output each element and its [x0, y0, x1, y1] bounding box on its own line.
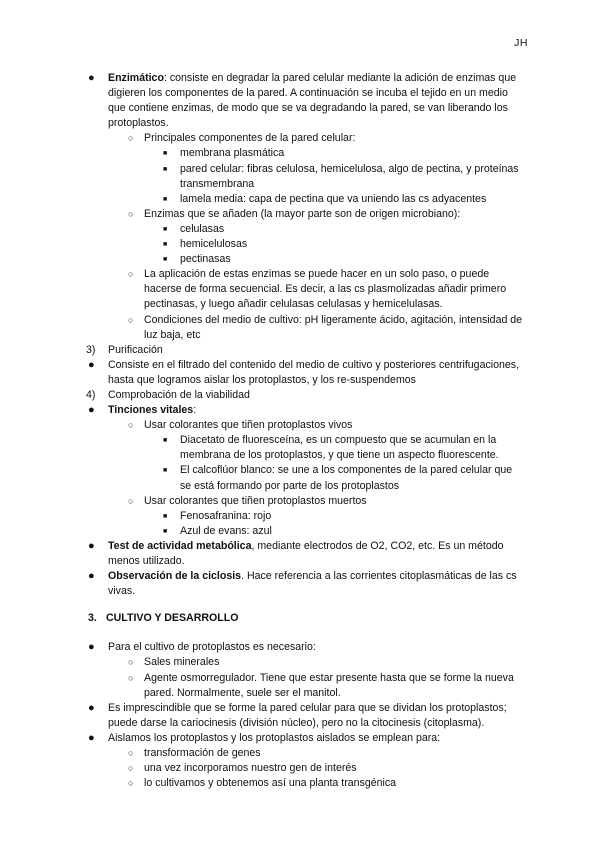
term-ciclosis: Observación de la ciclosis	[108, 570, 242, 583]
list-item	[86, 524, 526, 539]
item-text: transformación de genes	[144, 747, 261, 760]
list-item	[86, 746, 526, 761]
bullet-square-icon: ■	[163, 150, 168, 158]
bullet-disc-icon: ●	[88, 731, 95, 744]
aplicacion-text: La aplicación de estas enzimas se puede hacer en un solo paso, o puede hacerse de forma secuencial. Es decir, a las cs plasmolizadas añadir primero pectinasas, y luego añadir celulasas celulasas y hemicelulasas.	[144, 268, 507, 311]
enzimas-label: Enzimas que se añaden (la mayor parte son de origen microbiano):	[144, 207, 461, 220]
bullet-circle-icon: ○	[128, 133, 134, 144]
necesario-label: Para el cultivo de protoplastos es necesario:	[108, 641, 316, 654]
bullet-disc-icon: ●	[88, 701, 95, 714]
list-item	[86, 776, 526, 791]
item-text: membrana plasmática	[180, 147, 285, 160]
list-item	[86, 509, 526, 524]
item-text: hemicelulosas	[180, 238, 248, 251]
bullet-test	[86, 539, 526, 569]
section-number: 3.	[88, 612, 97, 625]
item-text: Azul de evans: azul	[180, 524, 272, 537]
comprobacion-label: Comprobación de la viabilidad	[108, 388, 250, 401]
bullet-disc-icon: ●	[88, 570, 95, 583]
filtrado-text: Consiste en el filtrado del contenido del medio de cultivo y posteriores centrifugaciones, hasta que logramos aislar los protoplastos, y los re-suspendemos	[108, 358, 520, 386]
numbered-comprobacion	[86, 388, 526, 403]
numbered-purificacion	[86, 343, 526, 358]
list-item	[86, 433, 526, 463]
item-text: Sales minerales	[144, 656, 220, 669]
text-test: , mediante electrodos de O2, CO2, etc. Es un método menos utilizado.	[108, 539, 504, 567]
bullet-disc-icon: ●	[88, 641, 95, 654]
term-tinciones: Tinciones vitales	[108, 404, 194, 417]
list-item	[86, 463, 526, 493]
bullet-necesario	[86, 640, 526, 655]
bullet-square-icon: ■	[163, 512, 168, 520]
term-test: Test de actividad metabólica	[108, 539, 252, 552]
bullet-disc-icon: ●	[88, 72, 95, 84]
item-number: 4)	[86, 388, 96, 401]
item-text: lamela media: capa de pectina que va uniendo las cs adyacentes	[180, 192, 487, 205]
bullet-circle-icon: ○	[128, 495, 134, 506]
subbullet-muertos	[86, 494, 526, 509]
bullet-square-icon: ■	[163, 437, 168, 445]
subbullet-aplicacion	[86, 267, 526, 312]
list-item	[86, 655, 526, 670]
bullet-square-icon: ■	[163, 195, 168, 203]
aislamos-label: Aislamos los protoplastos y los protoplastos aislados se emplean para:	[108, 731, 441, 744]
text-tinciones: :	[193, 404, 197, 417]
bullet-circle-icon: ○	[128, 672, 134, 683]
document-body	[86, 71, 526, 791]
componentes-label: Principales componentes de la pared celular:	[144, 132, 356, 145]
bullet-circle-icon: ○	[128, 314, 134, 325]
text-enzimatico: : consiste en degradar la pared celular mediante la adición de enzimas que digieren los componentes de la pared. A continuación se incuba el tejido en un medio que contiene enzimas, de modo que se va degradando la pared, se van liberando los protoplastos.	[108, 72, 517, 130]
section-heading	[86, 611, 526, 626]
purificacion-label: Purificación	[108, 343, 163, 356]
text-ciclosis: . Hace referencia a las corrientes citoplasmáticas de las cs vivas.	[108, 570, 517, 598]
item-text: Diacetato de fluoresceína, es un compuesto que se acumulan en la membrana de los protoplastos, y que tiene un aspecto fluorescente.	[180, 434, 499, 462]
bullet-square-icon: ■	[163, 165, 168, 173]
item-number: 3)	[86, 343, 96, 356]
list-item	[86, 761, 526, 776]
list-item	[86, 252, 526, 267]
bullet-tinciones	[86, 403, 526, 418]
bullet-circle-icon: ○	[128, 420, 134, 431]
list-item	[86, 146, 526, 161]
imprescindible-text: Es imprescindible que se forme la pared celular para que se dividan los protoplastos; puede darse la cariocinesis (división núcleo), pero no la citocinesis (citoplasma).	[108, 701, 507, 729]
list-item	[86, 222, 526, 237]
bullet-ciclosis	[86, 569, 526, 599]
item-text: Fenosafranina: rojo	[180, 509, 272, 522]
item-text: Agente osmorregulador. Tiene que estar presente hasta que se forme la nueva pared. Normalmente, suele ser el manitol.	[144, 671, 514, 699]
item-text: El calcoflúor blanco: se une a los componentes de la pared celular que se está formando por parte de los protoplastos	[180, 464, 513, 492]
bullet-square-icon: ■	[163, 527, 168, 535]
bullet-enzimatico	[86, 71, 526, 131]
subbullet-enzimas	[86, 207, 526, 222]
bullet-disc-icon: ●	[88, 404, 95, 417]
item-text: una vez incorporamos nuestro gen de interés	[144, 762, 357, 775]
bullet-circle-icon: ○	[128, 208, 134, 219]
item-text: pared celular: fibras celulosa, hemicelulosa, algo de pectina, y proteínas transmembrana	[180, 162, 519, 190]
header-initials: JH	[514, 37, 528, 49]
bullet-circle-icon: ○	[128, 778, 134, 789]
list-item	[86, 671, 526, 701]
subbullet-componentes	[86, 131, 526, 146]
bullet-disc-icon: ●	[88, 539, 95, 552]
term-enzimatico: Enzimático	[108, 72, 164, 84]
bullet-circle-icon: ○	[128, 763, 134, 774]
bullet-circle-icon: ○	[128, 657, 134, 668]
section-title: CULTIVO Y DESARROLLO	[106, 612, 239, 625]
bullet-circle-icon: ○	[128, 269, 134, 280]
list-item	[86, 162, 526, 192]
bullet-square-icon: ■	[163, 241, 168, 249]
bullet-aislamos	[86, 731, 526, 746]
bullet-disc-icon: ●	[88, 358, 95, 371]
list-item	[86, 237, 526, 252]
bullet-square-icon: ■	[163, 225, 168, 233]
bullet-circle-icon: ○	[128, 748, 134, 759]
item-text: lo cultivamos y obtenemos así una planta transgénica	[144, 777, 397, 790]
bullet-filtrado	[86, 358, 526, 388]
subbullet-condiciones	[86, 313, 526, 343]
list-item	[86, 192, 526, 207]
bullet-imprescindible	[86, 701, 526, 731]
bullet-square-icon: ■	[163, 467, 168, 475]
bullet-square-icon: ■	[163, 256, 168, 264]
vivos-label: Usar colorantes que tiñen protoplastos vivos	[144, 419, 353, 432]
item-text: pectinasas	[180, 253, 231, 266]
subbullet-vivos	[86, 418, 526, 433]
item-text: celulasas	[180, 222, 225, 235]
condiciones-text: Condiciones del medio de cultivo: pH ligeramente ácido, agitación, intensidad de luz baja, etc	[144, 313, 523, 341]
muertos-label: Usar colorantes que tiñen protoplastos muertos	[144, 494, 367, 507]
